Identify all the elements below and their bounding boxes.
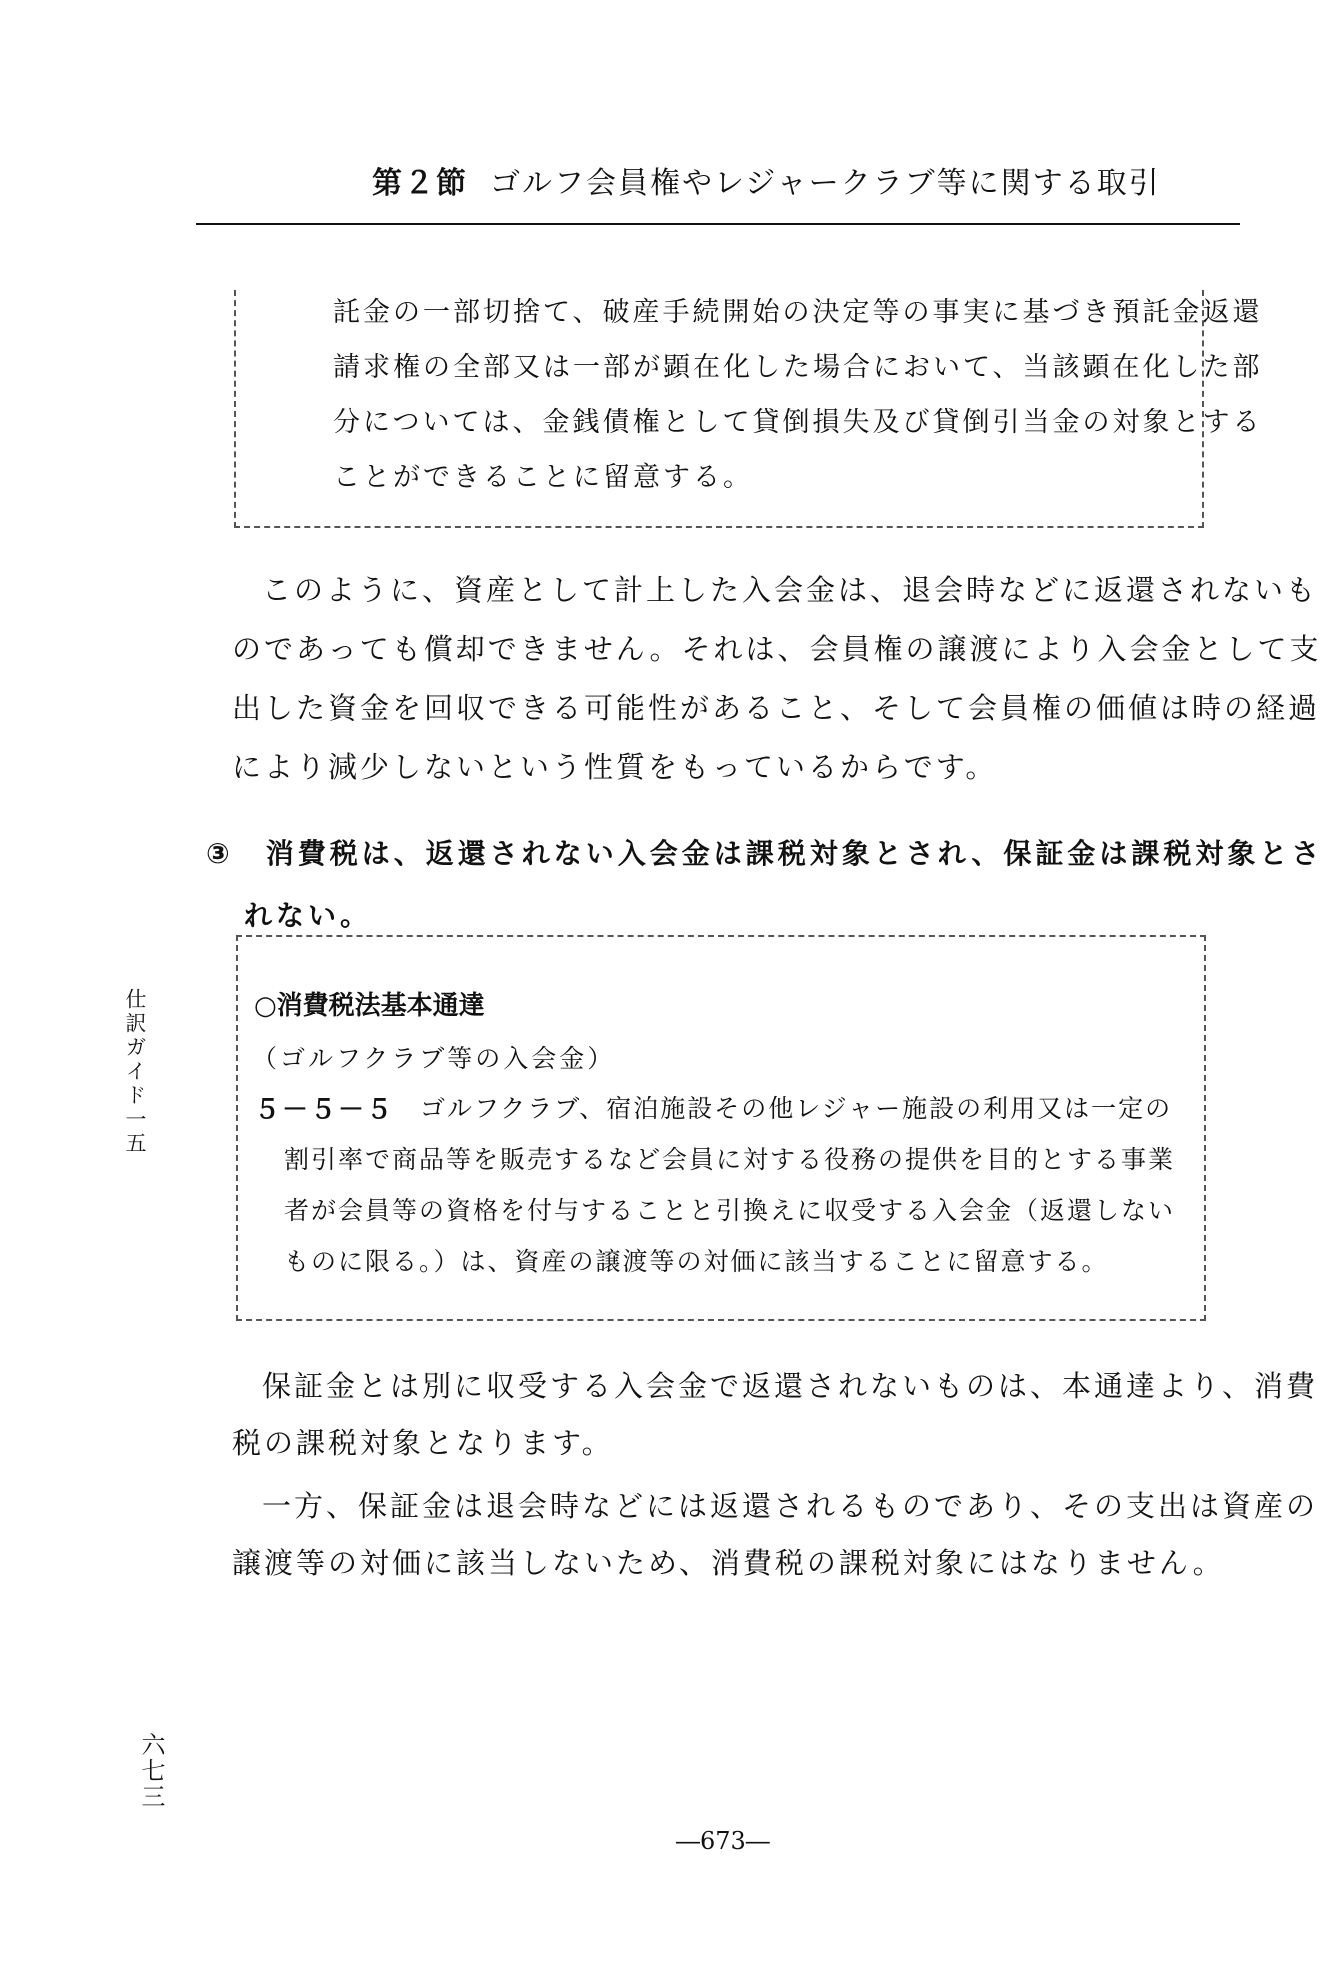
tax-notice-line: 割引率で商品等を販売するなど会員に対する役務の提供を目的とする事業 [284, 1145, 1176, 1174]
item-3-heading-continued: れない。 [244, 899, 373, 932]
item-3-heading: ③ 消費税は、返還されない入会金は課税対象とされ、保証金は課税対象とさ [206, 837, 1324, 870]
tax-notice-caption: （ゴルフクラブ等の入会金） [252, 1044, 616, 1073]
page-header-title [372, 158, 1161, 202]
tax-notice-line: 者が会員等の資格を付与することと引換えに収受する入会金（返還しない [284, 1196, 1176, 1225]
body-line: により減少しないという性質をもっているからです。 [232, 750, 998, 784]
body-line: 譲渡等の対価に該当しないため、消費税の課税対象にはなりません。 [232, 1546, 1225, 1580]
body-line: このように、資産として計上した入会金は、退会時などに返還されないも [262, 573, 1319, 607]
tax-notice-number: ５－５－５ [254, 1095, 395, 1125]
tax-notice-line: ものに限る。）は、資産の譲渡等の対価に該当することに留意する。 [284, 1247, 1109, 1276]
body-line: 出した資金を回収できる可能性があること、そして会員権の価値は時の経過 [232, 691, 1321, 725]
side-guide-label: 仕訳ガイド一五 [123, 988, 147, 1156]
notice-line: 分については、金銭債権として貸倒損失及び貸倒引当金の対象とする [333, 407, 1263, 438]
body-line: 一方、保証金は退会時などには返還されるものであり、その支出は資産の [262, 1489, 1319, 1523]
body-line: 保証金とは別に収受する入会金で返還されないものは、本通達より、消費 [262, 1369, 1319, 1403]
tax-notice-box [236, 935, 1206, 1321]
section-label: 第２節 [372, 166, 468, 201]
body-line: のであっても償却できません。それは、会員権の譲渡により入会金として支 [232, 632, 1322, 666]
tax-notice-line: ゴルフクラブ、宿泊施設その他レジャー施設の利用又は一定の [420, 1094, 1173, 1123]
page-number: ―673― [676, 1827, 770, 1855]
body-line: 税の課税対象となります。 [232, 1426, 614, 1460]
notice-line: ことができることに留意する。 [333, 462, 753, 493]
section-title: ゴルフ会員権やレジャークラブ等に関する取引 [490, 166, 1161, 201]
header-rule [196, 223, 1240, 225]
continued-notice-box [234, 290, 1263, 528]
tax-notice-title: ○消費税法基本通達 [254, 991, 485, 1021]
notice-line: 請求権の全部又は一部が顕在化した場合において、当該顕在化した部 [333, 352, 1263, 383]
side-page-kanji: 六七三 [137, 1732, 165, 1810]
notice-line: 託金の一部切捨て、破産手続開始の決定等の事実に基づき預託金返還 [333, 297, 1263, 328]
